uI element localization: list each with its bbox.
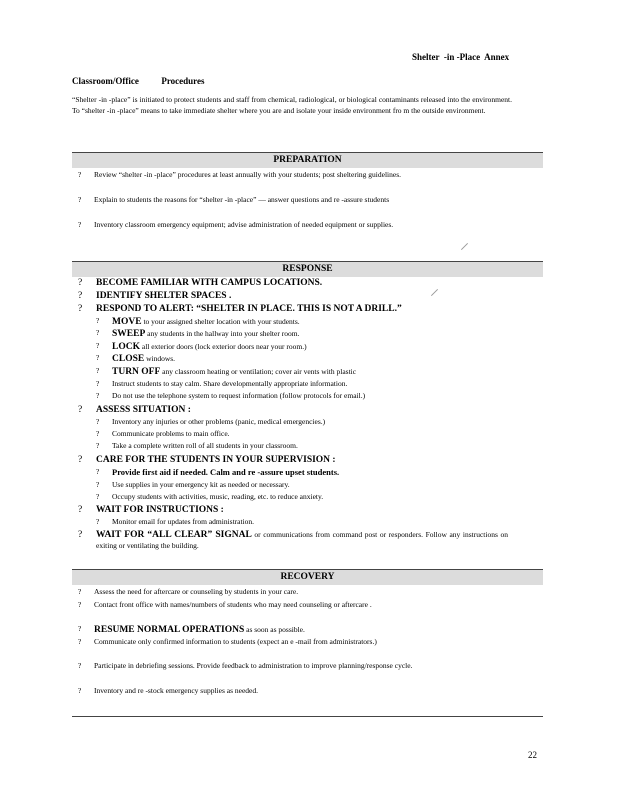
bullet-icon: ?: [78, 530, 83, 540]
all-clear-label: WAIT FOR “ALL CLEAR” SIGNAL: [96, 530, 252, 540]
bullet-icon: ?: [78, 624, 82, 633]
annex-header: Shelter -in -Place Annex: [412, 52, 510, 62]
preparation-heading: PREPARATION: [72, 152, 543, 168]
action-label: MOVE: [112, 317, 142, 327]
bullet-icon: ?: [96, 341, 100, 350]
recovery-text: Inventory and re -stock emergency supplies as needed.: [94, 686, 258, 695]
action-label: LOCK: [112, 342, 140, 352]
bullet-icon: ?: [78, 170, 82, 179]
bullet-icon: ?: [96, 517, 100, 526]
recovery-text: Assess the need for aftercare or counseling by students in your care.: [94, 587, 299, 596]
action-text: to your assigned shelter location with your students.: [141, 317, 300, 326]
bullet-icon: ?: [78, 195, 82, 204]
bullet-icon: ?: [96, 441, 100, 450]
action-text: any classroom heating or ventilation; cover air vents with plastic: [160, 367, 357, 376]
recovery-text: as soon as possible.: [244, 625, 305, 634]
recovery-heading: RECOVERY: [72, 569, 543, 585]
bullet-icon: ?: [96, 353, 100, 362]
bullet-icon: ?: [96, 379, 100, 388]
bottom-rule: [72, 716, 543, 717]
bullet-icon: ?: [96, 417, 100, 426]
action-label: TURN OFF: [112, 367, 161, 377]
recovery-text: Participate in debriefing sessions. Provide feedback to administration to improve planning/response cycle.: [94, 661, 413, 670]
bullet-icon: ?: [96, 429, 100, 438]
bullet-icon: ?: [78, 278, 83, 288]
page-number: 22: [528, 750, 537, 760]
action-text: any students in the hallway into your shelter room.: [145, 329, 300, 338]
action-text: Do not use the telephone system to request information (follow protocols for email.): [112, 391, 366, 400]
intro-paragraph: “Shelter -in -place” is initiated to protect students and staff from chemical, radiological, or biological contaminants released into the environment. To “shelter -in -place” means to take immediate shelter where you are and isolate your inside environment fro m the outside environment.: [72, 95, 512, 115]
bullet-icon: ?: [78, 661, 82, 670]
bullet-icon: ?: [78, 637, 82, 646]
bullet-icon: ?: [96, 492, 100, 501]
action-text: windows.: [144, 354, 176, 363]
pen-mark: [461, 243, 468, 250]
bullet-icon: ?: [78, 686, 82, 695]
bullet-icon: ?: [78, 505, 83, 515]
response-heading: RESPONSE: [72, 261, 543, 277]
bullet-icon: ?: [78, 291, 83, 301]
action-label: SWEEP: [112, 329, 146, 339]
bullet-icon: ?: [96, 467, 100, 476]
recovery-text: Communicate only confirmed information to students (expect an e -mail from administrators.): [94, 637, 377, 646]
bullet-icon: ?: [96, 391, 100, 400]
action-label: CLOSE: [112, 354, 145, 364]
bullet-icon: ?: [96, 366, 100, 375]
bullet-icon: ?: [96, 316, 100, 325]
bullet-icon: ?: [78, 600, 82, 609]
bullet-icon: ?: [78, 587, 82, 596]
bullet-icon: ?: [78, 220, 82, 229]
section-title: Classroom/Office Procedures: [72, 76, 205, 86]
bullet-icon: ?: [78, 304, 83, 314]
action-label: RESUME NORMAL OPERATIONS: [94, 625, 245, 635]
pen-mark: [431, 289, 438, 296]
bullet-icon: ?: [78, 455, 83, 465]
action-text: all exterior doors (lock exterior doors near your room.): [139, 342, 307, 351]
recovery-text: Contact front office with names/numbers of students who may need counseling or aftercare .: [94, 600, 372, 609]
bullet-icon: ?: [96, 480, 100, 489]
action-text: Instruct students to stay calm. Share developmentally appropriate information.: [112, 379, 348, 388]
bullet-icon: ?: [78, 405, 83, 415]
bullet-icon: ?: [96, 328, 100, 337]
